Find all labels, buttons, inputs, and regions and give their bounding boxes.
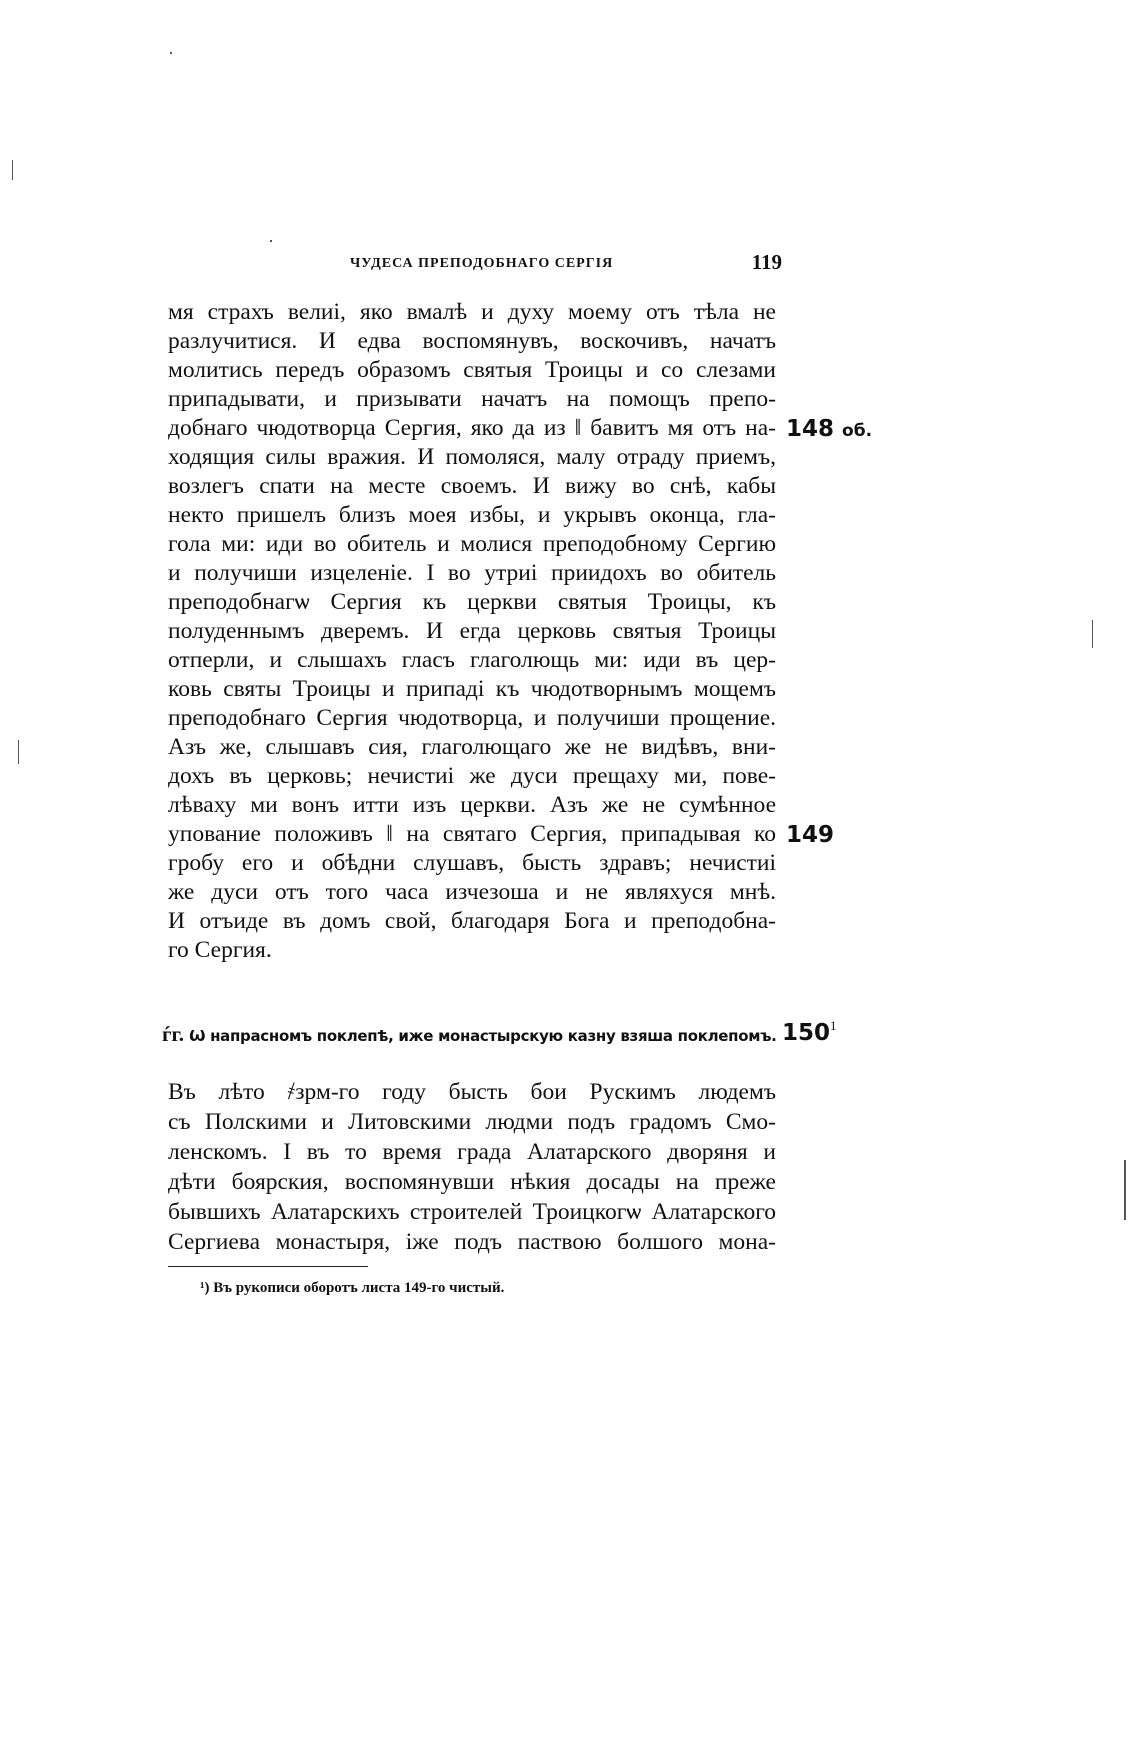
text-line: преподобнаго Сергия чюдотворца, и получиши прощение. [168,705,776,731]
text-line: дѣти боярския, воспомянувши нѣкия досады на преже [168,1169,776,1195]
scan-speck [18,740,19,764]
main-text-block [168,298,776,965]
text-line: преподобнагѡ Сергия къ церкви святыя Троицы, къ [168,589,776,615]
text-line: гробу его и обѣдни слушавъ, бысть здравъ; нечистиі [168,850,776,876]
text-line: гола ми: иди во обитель и молися преподобному Сергию [168,531,776,557]
text-line: ленскомъ. І въ то время града Алатарского дворяня и [168,1139,776,1165]
text-line: И отъиде въ домъ свой, благодаря Бога и преподобна- [168,908,776,934]
scan-speck [12,160,13,180]
footnote-marker: 1 [830,1018,837,1033]
text-line: некто пришелъ близъ моея избы, и укрывъ оконца, гла- [168,502,776,528]
chapter-heading [162,1018,837,1056]
text-line: упование положивъ ‖ на святаго Сергия, припадывая ко [168,821,776,847]
footnote-rule [168,1266,368,1267]
running-header-title: ЧУДЕСА ПРЕПОДОБНАГО СЕРГІЯ [350,256,614,271]
text-line: Азъ же, слышавъ сия, глаголющаго же не видѣвъ, вни- [168,734,776,760]
chapter-title: Ѡ напрасномъ поклепѣ, иже монастырскую казну взяша поклепомъ. [189,1027,777,1045]
text-line: и получиши изцеленіе. І во утриі приидохъ во обитель [168,560,776,586]
text-line: добнаго чюдотворца Сергия, яко да из ‖ бавитъ мя отъ на- [168,415,776,441]
text-line: бывшихъ Алатарскихъ строителей Троицкогѡ Алатарского [168,1199,776,1225]
scan-speck [1124,1160,1126,1220]
margin-folio-149 [786,822,834,848]
scan-speck [1092,620,1093,648]
margin-folio-148-number: 148 [786,416,835,442]
chapter-folio: 150 [782,1020,831,1046]
page-number: 119 [751,250,782,274]
scan-speck [270,240,272,242]
text-line: отперли, и слышахъ гласъ глаголющь ми: иди въ цер- [168,647,776,673]
text-line: Сергиева монастыря, іже подъ паствою болшого мона- [168,1229,776,1255]
text-line: лѣваху ми вонъ итти изъ церкви. Азъ же не сумѣнное [168,792,776,818]
text-line: мя страхъ велиі, яко вмалѣ и духу моему отъ тѣла не [168,299,776,325]
margin-folio-149-number: 149 [786,822,835,848]
text-line: возлегъ спати на месте своемъ. И вижу во снѣ, кабы [168,473,776,499]
footnote: ¹) Въ рукописи оборотъ листа 149-го чистый. [200,1280,505,1296]
text-line: припадывати, и призывати начатъ на помощъ препо- [168,386,776,412]
text-line: ковь святы Троицы и припадi къ чюдотворнымъ мощемъ [168,676,776,702]
chapter-text-block [168,1077,776,1257]
chapter-number: ѓг. [162,1022,184,1046]
running-header [350,250,782,280]
text-line: Въ лѣто ҂зрм-го году бысть бои Рускимъ людемъ [168,1079,776,1105]
text-line: же дуси отъ того часа изчезоша и не являхуся мнѣ. [168,879,776,905]
text-line: разлучитися. И едва воспомянувъ, воскочивъ, начатъ [168,328,776,354]
text-line: ходящия силы вражия. И помоляся, малу отраду приемъ, [168,444,776,470]
margin-folio-148 [786,416,872,442]
text-line: дохъ въ церковь; нечистиі же дуси прещаху ми, пове- [168,763,776,789]
text-line: молитись передъ образомъ святыя Троицы и со слезами [168,357,776,383]
text-line: го Сергия. [168,937,272,963]
scan-speck [170,52,172,54]
text-line: съ Полскими и Литовскими людми подъ градомъ Смо- [168,1109,776,1135]
text-line: полуденнымъ дверемъ. И егда церковь святыя Троицы [168,618,776,644]
margin-folio-148-sub: об. [842,421,873,441]
